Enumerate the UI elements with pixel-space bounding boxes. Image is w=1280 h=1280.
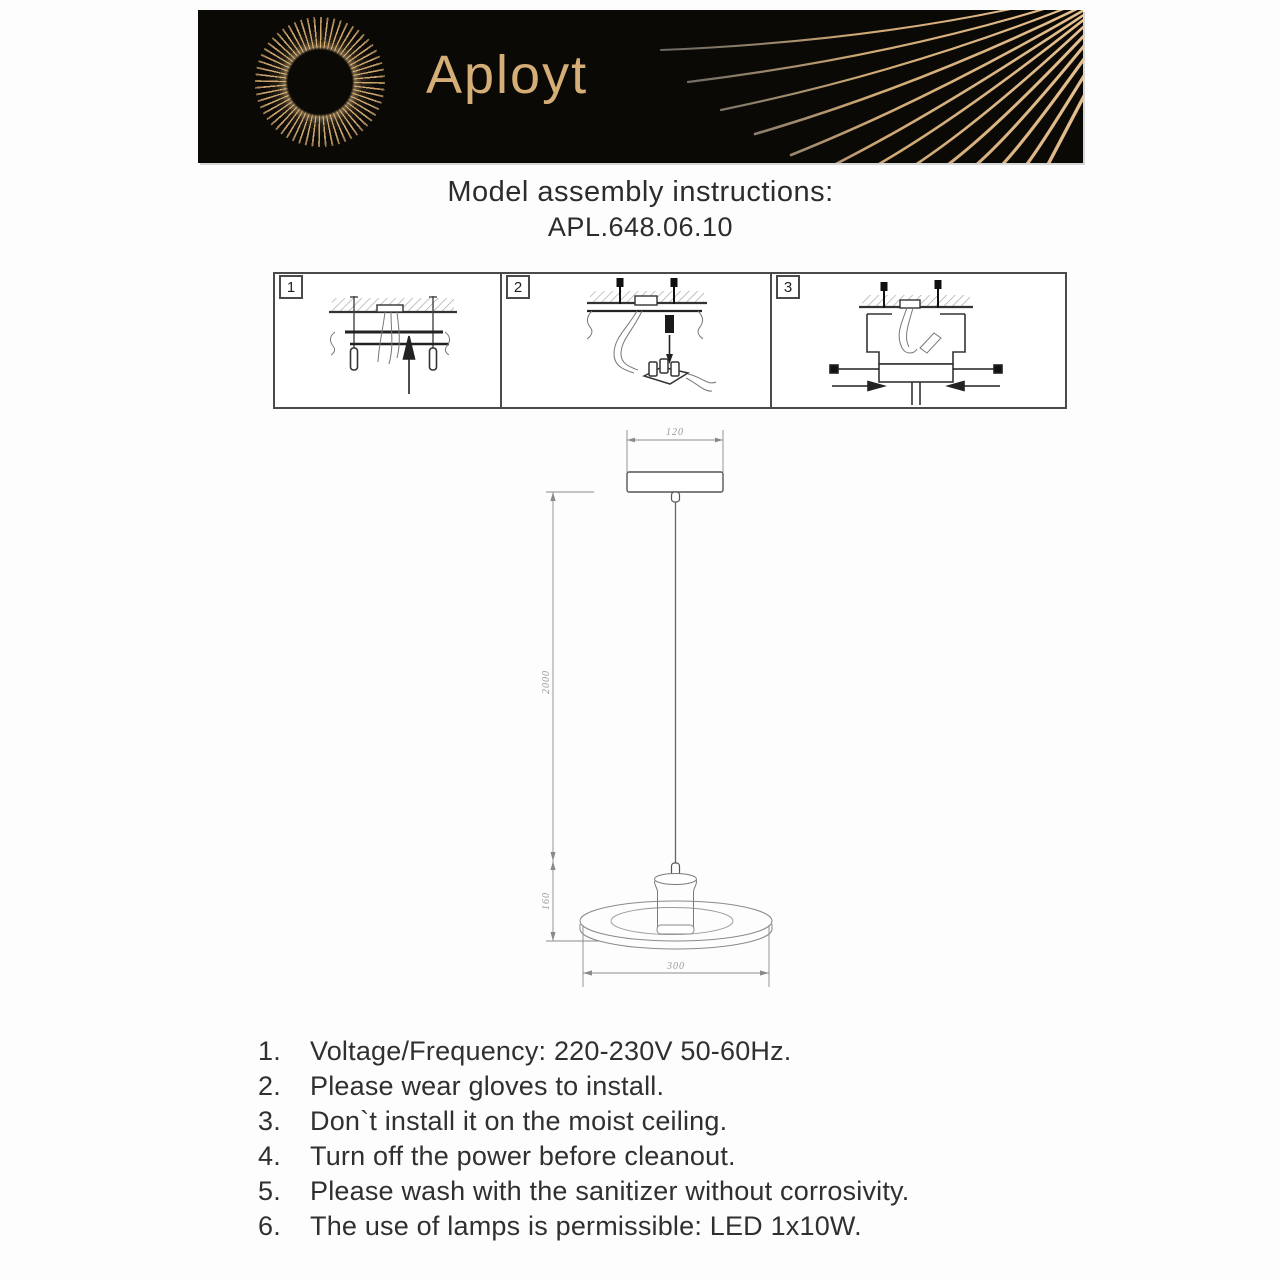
brand-wordmark: Aployt (426, 45, 589, 105)
instruction-text: Voltage/Frequency: 220-230V 50-60Hz. (310, 1036, 792, 1066)
instruction-item (258, 1176, 909, 1211)
instruction-number: 4. (258, 1141, 281, 1171)
instruction-text: Please wear gloves to install. (310, 1071, 665, 1101)
instruction-text: Turn off the power before cleanout. (310, 1141, 736, 1171)
instruction-item (258, 1106, 909, 1141)
instruction-number: 1. (258, 1036, 281, 1066)
page-title: Model assembly instructions: (447, 176, 834, 208)
step-1-number: 1 (279, 275, 303, 299)
instruction-number: 3. (258, 1106, 281, 1136)
instruction-item (258, 1071, 909, 1106)
step-1-illustration (275, 274, 502, 407)
instruction-text: Please wash with the sanitizer without corrosivity. (310, 1176, 910, 1206)
step-3-number: 3 (776, 275, 800, 299)
starburst-logo-icon (255, 17, 385, 147)
instruction-text: Don`t install it on the moist ceiling. (310, 1106, 728, 1136)
dim-canopy-width: 120 (666, 427, 684, 438)
step-2-panel (502, 274, 772, 407)
instruction-item (258, 1211, 909, 1246)
dim-shade-diameter: 300 (667, 961, 685, 972)
dim-shade-height: 160 (541, 892, 552, 910)
instruction-number: 6. (258, 1211, 281, 1241)
step-3-illustration (772, 274, 1065, 407)
instruction-number: 2. (258, 1071, 281, 1101)
dim-cable-length: 2000 (541, 670, 552, 694)
instruction-number: 5. (258, 1176, 281, 1206)
step-2-illustration (502, 274, 772, 407)
instruction-item (258, 1036, 909, 1071)
lamp-dimension-drawing (520, 420, 800, 1000)
instructions-list (258, 1036, 909, 1246)
step-3-panel (772, 274, 1065, 407)
assembly-steps-strip (273, 272, 1067, 409)
step-1-panel (275, 274, 502, 407)
instruction-item (258, 1141, 909, 1176)
brand-banner (198, 10, 1083, 163)
banner-rays-decoration (643, 10, 1083, 163)
model-number: APL.648.06.10 (547, 212, 734, 242)
step-2-number: 2 (506, 275, 530, 299)
instruction-text: The use of lamps is permissible: LED 1x10W. (310, 1211, 862, 1241)
